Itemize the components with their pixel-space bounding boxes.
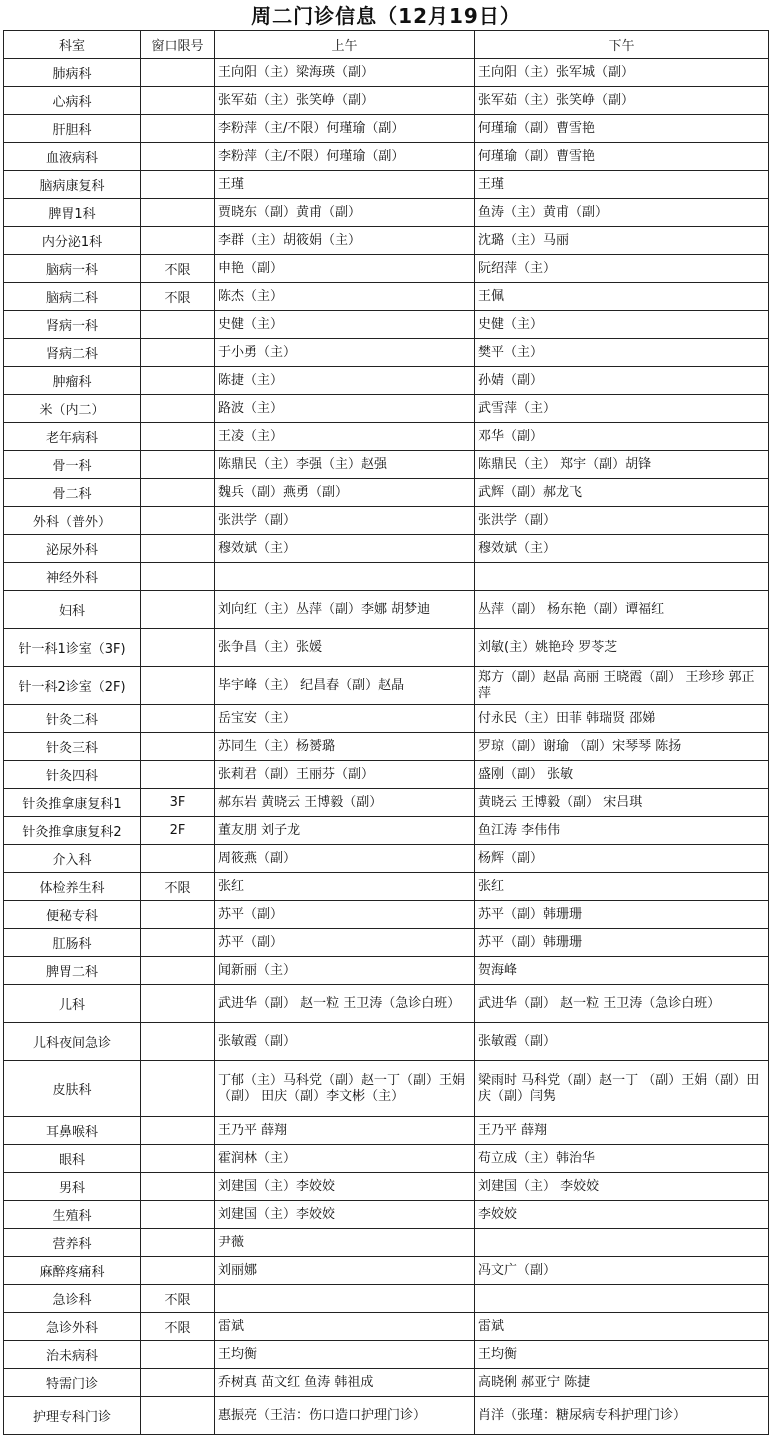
afternoon-cell: 贺海峰	[475, 957, 769, 985]
dept-cell: 体检养生科	[4, 873, 141, 901]
dept-cell: 针一科2诊室（2F)	[4, 667, 141, 705]
afternoon-cell: 苟立成（主）韩治华	[475, 1145, 769, 1173]
window-limit-cell	[141, 479, 215, 507]
afternoon-cell: 李姣姣	[475, 1201, 769, 1229]
window-limit-cell	[141, 311, 215, 339]
table-row	[4, 985, 769, 1023]
morning-cell: 张敏霞（副）	[215, 1023, 475, 1061]
window-limit-cell: 不限	[141, 873, 215, 901]
morning-cell: 张军茹（主）张笑峥（副）	[215, 87, 475, 115]
dept-cell: 肿瘤科	[4, 367, 141, 395]
afternoon-cell: 史健（主）	[475, 311, 769, 339]
window-limit-cell	[141, 535, 215, 563]
table-row	[4, 1061, 769, 1117]
afternoon-cell: 王向阳（主）张军城（副）	[475, 59, 769, 87]
table-row	[4, 143, 769, 171]
window-limit-cell	[141, 423, 215, 451]
morning-cell: 乔树真 苗文红 鱼涛 韩祖成	[215, 1369, 475, 1397]
morning-cell: 周筱燕（副）	[215, 845, 475, 873]
dept-cell: 急诊科	[4, 1285, 141, 1313]
morning-cell: 苏平（副）	[215, 901, 475, 929]
morning-cell: 雷斌	[215, 1313, 475, 1341]
morning-cell: 刘向红（主）丛萍（副）李娜 胡梦迪	[215, 591, 475, 629]
morning-cell: 郝东岩 黄晓云 王博毅（副）	[215, 789, 475, 817]
afternoon-cell: 杨辉（副）	[475, 845, 769, 873]
morning-cell: 李群（主）胡筱娟（主）	[215, 227, 475, 255]
afternoon-cell: 何瑾瑜（副）曹雪艳	[475, 143, 769, 171]
morning-cell: 陈捷（主）	[215, 367, 475, 395]
afternoon-cell: 郑方（副）赵晶 高丽 王晓霞（副） 王珍珍 郭正萍	[475, 667, 769, 705]
morning-cell: 苏平（副）	[215, 929, 475, 957]
morning-cell: 岳宝安（主）	[215, 705, 475, 733]
window-limit-cell	[141, 143, 215, 171]
table-row	[4, 115, 769, 143]
dept-cell: 皮肤科	[4, 1061, 141, 1117]
afternoon-cell: 高晓俐 郝亚宁 陈捷	[475, 1369, 769, 1397]
afternoon-cell: 雷斌	[475, 1313, 769, 1341]
morning-cell: 尹薇	[215, 1229, 475, 1257]
table-row	[4, 1369, 769, 1397]
table-row	[4, 535, 769, 563]
dept-cell: 脑病康复科	[4, 171, 141, 199]
table-row	[4, 171, 769, 199]
dept-cell: 治未病科	[4, 1341, 141, 1369]
table-row	[4, 1397, 769, 1435]
afternoon-cell: 盛刚（副） 张敏	[475, 761, 769, 789]
dept-cell: 儿科夜间急诊	[4, 1023, 141, 1061]
window-limit-cell	[141, 1117, 215, 1145]
dept-cell: 儿科	[4, 985, 141, 1023]
window-limit-cell	[141, 1023, 215, 1061]
window-limit-cell: 不限	[141, 1313, 215, 1341]
morning-cell	[215, 1285, 475, 1313]
morning-cell: 史健（主）	[215, 311, 475, 339]
afternoon-cell: 王乃平 薛翔	[475, 1117, 769, 1145]
morning-cell: 刘丽娜	[215, 1257, 475, 1285]
afternoon-cell: 罗琼（副）谢瑜 （副）宋琴琴 陈扬	[475, 733, 769, 761]
afternoon-cell: 王均衡	[475, 1341, 769, 1369]
afternoon-cell	[475, 563, 769, 591]
dept-cell: 外科（普外）	[4, 507, 141, 535]
dept-cell: 肝胆科	[4, 115, 141, 143]
morning-cell: 刘建国（主）李姣姣	[215, 1201, 475, 1229]
table-row	[4, 761, 769, 789]
afternoon-cell: 张红	[475, 873, 769, 901]
header-dept: 科室	[4, 31, 141, 59]
table-row	[4, 563, 769, 591]
morning-cell: 张洪学（副）	[215, 507, 475, 535]
table-row	[4, 1117, 769, 1145]
morning-cell: 李粉萍（主/不限）何瑾瑜（副）	[215, 115, 475, 143]
table-row	[4, 845, 769, 873]
afternoon-cell: 武进华（副） 赵一粒 王卫涛（急诊白班）	[475, 985, 769, 1023]
header-pm: 下午	[475, 31, 769, 59]
afternoon-cell: 冯文广（副）	[475, 1257, 769, 1285]
dept-cell: 营养科	[4, 1229, 141, 1257]
table-row	[4, 901, 769, 929]
window-limit-cell	[141, 199, 215, 227]
dept-cell: 肾病二科	[4, 339, 141, 367]
morning-cell: 丁郁（主）马科党（副）赵一丁（副）王娟（副） 田庆（副）李文彬（主）	[215, 1061, 475, 1117]
morning-cell: 贾晓东（副）黄甫（副）	[215, 199, 475, 227]
window-limit-cell: 2F	[141, 817, 215, 845]
afternoon-cell: 邓华（副）	[475, 423, 769, 451]
window-limit-cell	[141, 957, 215, 985]
afternoon-cell: 张洪学（副）	[475, 507, 769, 535]
table-row	[4, 1313, 769, 1341]
morning-cell: 刘建国（主）李姣姣	[215, 1173, 475, 1201]
table-row	[4, 733, 769, 761]
window-limit-cell	[141, 629, 215, 667]
dept-cell: 脑病一科	[4, 255, 141, 283]
window-limit-cell	[141, 507, 215, 535]
dept-cell: 眼科	[4, 1145, 141, 1173]
window-limit-cell: 不限	[141, 255, 215, 283]
morning-cell: 武进华（副） 赵一粒 王卫涛（急诊白班）	[215, 985, 475, 1023]
afternoon-cell: 阮绍萍（主）	[475, 255, 769, 283]
morning-cell: 申艳（副）	[215, 255, 475, 283]
dept-cell: 男科	[4, 1173, 141, 1201]
afternoon-cell: 武雪萍（主）	[475, 395, 769, 423]
afternoon-cell	[475, 1229, 769, 1257]
table-row	[4, 957, 769, 985]
afternoon-cell	[475, 1285, 769, 1313]
dept-cell: 针灸四科	[4, 761, 141, 789]
dept-cell: 特需门诊	[4, 1369, 141, 1397]
table-row	[4, 1341, 769, 1369]
header-window: 窗口限号	[141, 31, 215, 59]
morning-cell: 苏同生（主）杨赟璐	[215, 733, 475, 761]
window-limit-cell	[141, 451, 215, 479]
dept-cell: 脾胃1科	[4, 199, 141, 227]
window-limit-cell	[141, 367, 215, 395]
dept-cell: 骨一科	[4, 451, 141, 479]
afternoon-cell: 肖洋（张瑾：糖尿病专科护理门诊）	[475, 1397, 769, 1435]
table-row	[4, 423, 769, 451]
morning-cell: 董友朋 刘子龙	[215, 817, 475, 845]
afternoon-cell: 刘建国（主） 李姣姣	[475, 1173, 769, 1201]
window-limit-cell	[141, 171, 215, 199]
dept-cell: 麻醉疼痛科	[4, 1257, 141, 1285]
dept-cell: 针灸推拿康复科1	[4, 789, 141, 817]
dept-cell: 便秘专科	[4, 901, 141, 929]
afternoon-cell: 何瑾瑜（副）曹雪艳	[475, 115, 769, 143]
table-row	[4, 591, 769, 629]
dept-cell: 针灸二科	[4, 705, 141, 733]
window-limit-cell	[141, 563, 215, 591]
schedule-table	[3, 30, 769, 1435]
dept-cell: 针灸三科	[4, 733, 141, 761]
table-row	[4, 1257, 769, 1285]
dept-cell: 护理专科门诊	[4, 1397, 141, 1435]
window-limit-cell	[141, 1145, 215, 1173]
window-limit-cell	[141, 761, 215, 789]
morning-cell: 惠振亮（王洁：伤口造口护理门诊）	[215, 1397, 475, 1435]
morning-cell: 张争昌（主）张媛	[215, 629, 475, 667]
morning-cell: 王瑾	[215, 171, 475, 199]
dept-cell: 针灸推拿康复科2	[4, 817, 141, 845]
window-limit-cell	[141, 339, 215, 367]
morning-cell: 张莉君（副）王丽芬（副）	[215, 761, 475, 789]
afternoon-cell: 穆效斌（主）	[475, 535, 769, 563]
morning-cell: 王凌（主）	[215, 423, 475, 451]
dept-cell: 生殖科	[4, 1201, 141, 1229]
table-row	[4, 451, 769, 479]
morning-cell: 闻新丽（主）	[215, 957, 475, 985]
dept-cell: 急诊外科	[4, 1313, 141, 1341]
window-limit-cell	[141, 667, 215, 705]
table-row	[4, 1229, 769, 1257]
table-row	[4, 283, 769, 311]
dept-cell: 骨二科	[4, 479, 141, 507]
window-limit-cell	[141, 733, 215, 761]
window-limit-cell	[141, 1397, 215, 1435]
afternoon-cell: 张敏霞（副）	[475, 1023, 769, 1061]
table-row	[4, 255, 769, 283]
table-row	[4, 1285, 769, 1313]
table-row	[4, 395, 769, 423]
morning-cell: 霍润林（主）	[215, 1145, 475, 1173]
dept-cell: 介入科	[4, 845, 141, 873]
header-am: 上午	[215, 31, 475, 59]
table-row	[4, 705, 769, 733]
table-row	[4, 87, 769, 115]
afternoon-cell: 樊平（主）	[475, 339, 769, 367]
table-row	[4, 199, 769, 227]
morning-cell: 路波（主）	[215, 395, 475, 423]
afternoon-cell: 陈鼎民（主） 郑宇（副）胡锋	[475, 451, 769, 479]
morning-cell: 于小勇（主）	[215, 339, 475, 367]
afternoon-cell: 孙婧（副）	[475, 367, 769, 395]
dept-cell: 米（内二）	[4, 395, 141, 423]
morning-cell: 王均衡	[215, 1341, 475, 1369]
window-limit-cell	[141, 591, 215, 629]
afternoon-cell: 王佩	[475, 283, 769, 311]
window-limit-cell	[141, 845, 215, 873]
table-row	[4, 1201, 769, 1229]
table-body	[4, 59, 769, 1435]
table-row	[4, 59, 769, 87]
table-row	[4, 629, 769, 667]
afternoon-cell: 苏平（副）韩珊珊	[475, 901, 769, 929]
window-limit-cell	[141, 1257, 215, 1285]
afternoon-cell: 付永民（主）田菲 韩瑞贤 邵娣	[475, 705, 769, 733]
table-row	[4, 1173, 769, 1201]
window-limit-cell: 不限	[141, 283, 215, 311]
dept-cell: 脑病二科	[4, 283, 141, 311]
window-limit-cell	[141, 227, 215, 255]
afternoon-cell: 梁雨时 马科党（副）赵一丁 （副）王娟（副）田庆（副）闫隽	[475, 1061, 769, 1117]
morning-cell: 毕宇峰（主） 纪昌春（副）赵晶	[215, 667, 475, 705]
afternoon-cell: 黄晓云 王博毅（副） 宋吕琪	[475, 789, 769, 817]
table-row	[4, 789, 769, 817]
window-limit-cell	[141, 87, 215, 115]
afternoon-cell: 鱼江涛 李伟伟	[475, 817, 769, 845]
dept-cell: 肛肠科	[4, 929, 141, 957]
table-row	[4, 873, 769, 901]
dept-cell: 老年病科	[4, 423, 141, 451]
window-limit-cell	[141, 115, 215, 143]
window-limit-cell: 3F	[141, 789, 215, 817]
morning-cell: 陈鼎民（主）李强（主）赵强	[215, 451, 475, 479]
window-limit-cell	[141, 1229, 215, 1257]
afternoon-cell: 武辉（副）郝龙飞	[475, 479, 769, 507]
dept-cell: 脾胃二科	[4, 957, 141, 985]
table-row	[4, 479, 769, 507]
afternoon-cell: 沈璐（主）马丽	[475, 227, 769, 255]
morning-cell	[215, 563, 475, 591]
morning-cell: 李粉萍（主/不限）何瑾瑜（副）	[215, 143, 475, 171]
window-limit-cell: 不限	[141, 1285, 215, 1313]
table-row	[4, 339, 769, 367]
window-limit-cell	[141, 1061, 215, 1117]
window-limit-cell	[141, 929, 215, 957]
dept-cell: 耳鼻喉科	[4, 1117, 141, 1145]
table-row	[4, 507, 769, 535]
window-limit-cell	[141, 1201, 215, 1229]
dept-cell: 针一科1诊室（3F)	[4, 629, 141, 667]
table-row	[4, 1023, 769, 1061]
morning-cell: 王向阳（主）梁海瑛（副）	[215, 59, 475, 87]
dept-cell: 神经外科	[4, 563, 141, 591]
afternoon-cell: 王瑾	[475, 171, 769, 199]
morning-cell: 穆效斌（主）	[215, 535, 475, 563]
morning-cell: 魏兵（副）燕勇（副）	[215, 479, 475, 507]
table-row	[4, 367, 769, 395]
afternoon-cell: 张军茹（主）张笑峥（副）	[475, 87, 769, 115]
window-limit-cell	[141, 1173, 215, 1201]
table-row	[4, 929, 769, 957]
window-limit-cell	[141, 395, 215, 423]
table-header-row	[4, 31, 769, 59]
window-limit-cell	[141, 59, 215, 87]
afternoon-cell: 丛萍（副） 杨东艳（副）谭福红	[475, 591, 769, 629]
window-limit-cell	[141, 705, 215, 733]
window-limit-cell	[141, 901, 215, 929]
dept-cell: 妇科	[4, 591, 141, 629]
table-row	[4, 667, 769, 705]
morning-cell: 陈杰（主）	[215, 283, 475, 311]
window-limit-cell	[141, 1369, 215, 1397]
dept-cell: 泌尿外科	[4, 535, 141, 563]
morning-cell: 张红	[215, 873, 475, 901]
morning-cell: 王乃平 薛翔	[215, 1117, 475, 1145]
table-row	[4, 817, 769, 845]
window-limit-cell	[141, 985, 215, 1023]
table-row	[4, 311, 769, 339]
afternoon-cell: 刘敏(主）姚艳玲 罗苓芝	[475, 629, 769, 667]
afternoon-cell: 鱼涛（主）黄甫（副）	[475, 199, 769, 227]
dept-cell: 心病科	[4, 87, 141, 115]
page-title: 周二门诊信息（12月19日）	[251, 4, 521, 28]
afternoon-cell: 苏平（副）韩珊珊	[475, 929, 769, 957]
table-row	[4, 227, 769, 255]
table-row	[4, 1145, 769, 1173]
dept-cell: 肾病一科	[4, 311, 141, 339]
dept-cell: 血液病科	[4, 143, 141, 171]
dept-cell: 肺病科	[4, 59, 141, 87]
window-limit-cell	[141, 1341, 215, 1369]
dept-cell: 内分泌1科	[4, 227, 141, 255]
